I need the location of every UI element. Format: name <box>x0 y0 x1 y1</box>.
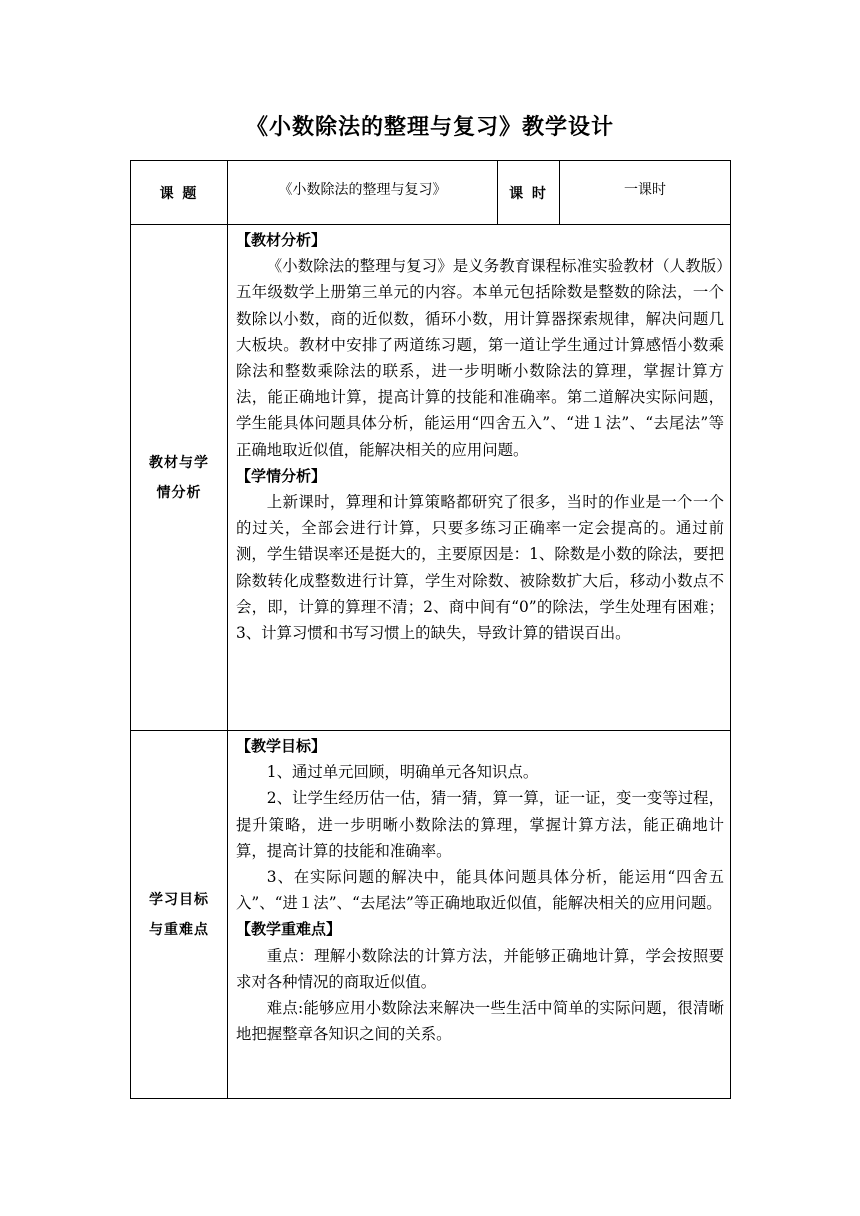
course-label: 课 题 <box>131 161 228 225</box>
goals-row <box>131 731 731 1099</box>
lesson-plan-table <box>130 160 731 1099</box>
course-value: 《小数除法的整理与复习》 <box>228 161 498 225</box>
analysis-label-line2: 情分析 <box>156 484 202 501</box>
difficulty-text: 难点:能够应用小数除法来解决一些生活中简单的实际问题，很清晰地把握整章各知识之间的关系。 <box>236 999 724 1044</box>
goals-section-label <box>131 731 228 1099</box>
analysis-label-line1: 教材与学 <box>149 454 209 471</box>
student-analysis-text: 上新课时，算理和计算策略都研究了很多，当时的作业是一个一个的过关，全部会进行计算，只要多练习正确率一定会提高的。通过前测，学生错误率还是挺大的，主要原因是：1、除数是小数的除法，要把除数转化成整数进行计算，学生对除数、被除数扩大后，移动小数点不会，即，计算的算理不清；2、商中间有“0”的除法，学生处理有困难；3、计算习惯和书写习惯上的缺失，导致计算的错误百出。 <box>236 493 724 643</box>
goal-item-2: 2、让学生经历估一估，猜一猜，算一算，证一证，变一变等过程，提升策略，进一步明晰小数除法的算理，掌握计算方法，能正确地计算，提高计算的技能和准确率。 <box>236 789 724 860</box>
textbook-analysis-heading: 【教材分析】 <box>236 231 327 249</box>
analysis-content <box>228 225 731 731</box>
key-point-text: 重点：理解小数除法的计算方法，并能够正确地计算，学会按照要求对各种情况的商取近似值。 <box>236 946 724 991</box>
teaching-goals-heading: 【教学目标】 <box>236 737 327 755</box>
goals-label-line2: 与重难点 <box>149 921 209 938</box>
analysis-row <box>131 225 731 731</box>
goal-item-3: 3、在实际问题的解决中，能具体问题具体分析，能运用“四舍五入”、“进１法”、“去尾法”等正确地取近似值，能解决相关的应用问题。 <box>236 868 724 913</box>
student-analysis-heading: 【学情分析】 <box>236 466 327 485</box>
goals-label-line1: 学习目标 <box>149 891 209 908</box>
document-title: 《小数除法的整理与复习》教学设计 <box>245 115 614 140</box>
goals-content <box>228 731 731 1099</box>
period-label: 课 时 <box>498 161 560 225</box>
analysis-section-label <box>131 225 228 731</box>
period-value: 一课时 <box>560 161 731 225</box>
textbook-analysis-text: 《小数除法的整理与复习》是义务教育课程标准实验教材（人教版）五年级数学上册第三单元的内容。本单元包括除数是整数的除法，一个数除以小数，商的近似数，循环小数，用计算器探索规律，解决问题几大板块。教材中安排了两道练习题，第一道让学生通过计算感悟小数乘除法和整数乘除法的联系，进一步明晰小数除法的算理，掌握计算方法，能正确地计算，提高计算的技能和准确率。第二道解决实际问题，学生能具体问题具体分析，能运用“四舍五入”、“进１法”、“去尾法”等正确地取近似值，能解决相关的应用问题。 <box>236 257 724 459</box>
goal-item-1: 1、通过单元回顾，明确单元各知识点。 <box>266 763 539 782</box>
key-difficult-heading: 【教学重难点】 <box>236 920 342 939</box>
header-row <box>131 161 731 225</box>
